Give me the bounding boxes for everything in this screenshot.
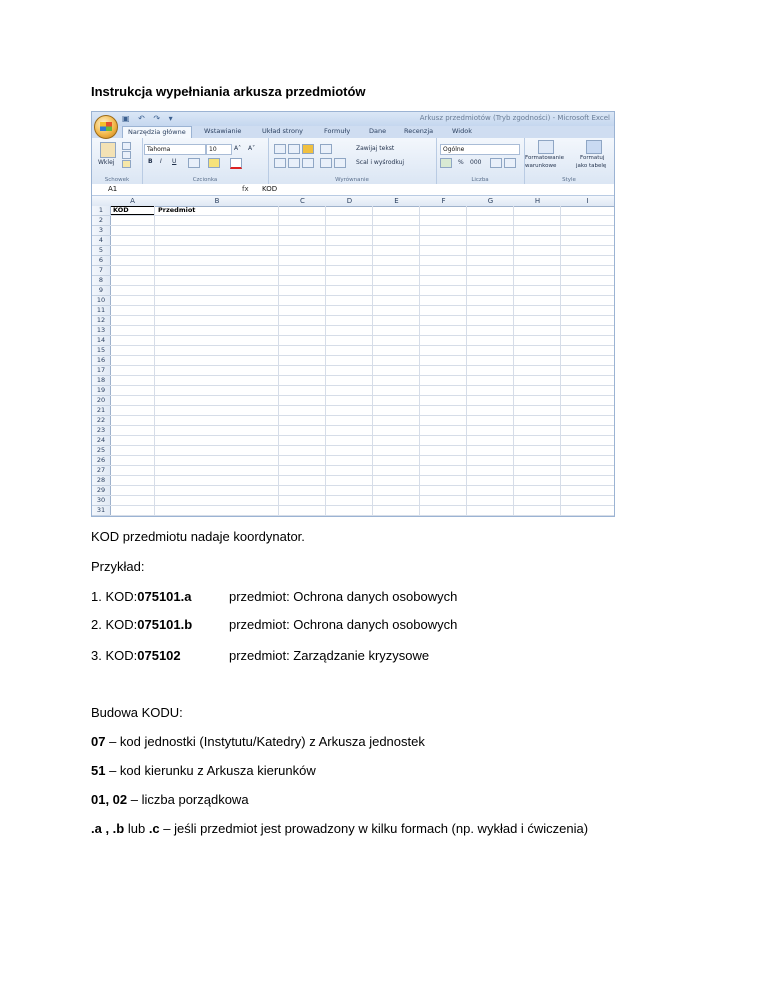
tab-home[interactable]: Narzędzia główne [122,126,192,138]
currency-icon[interactable] [440,158,452,168]
underline-button[interactable]: U [172,158,177,165]
shrink-font-button[interactable]: A˅ [248,145,256,152]
number-group [436,138,525,184]
example-2-code: 075101.b [137,617,193,632]
font-group-label: Czcionka [192,177,218,183]
structure-line-1 [91,734,425,749]
row-gridline [110,495,614,496]
tab-insert[interactable]: Wstawianie [204,127,242,135]
column-gridline [154,206,155,516]
example-2 [91,617,192,632]
merge-center-button[interactable]: Scal i wyśrodkuj [356,159,405,166]
conditional-formatting-icon[interactable] [538,140,554,154]
row-gridline [110,425,614,426]
column-header-a[interactable]: A [110,196,156,207]
excel-title-bar [92,112,614,126]
row-header[interactable]: 26 [92,456,111,466]
row-gridline [110,345,614,346]
paste-icon[interactable] [100,142,116,158]
row-header[interactable]: 30 [92,496,111,506]
example-3-code: 075102 [137,648,181,663]
font-name-select[interactable]: Tahoma [144,144,206,155]
column-header-c[interactable]: C [279,196,327,207]
format-as-table-label-2[interactable]: jako tabelę [576,163,607,169]
column-gridline [466,206,467,516]
align-right-icon[interactable] [302,158,314,168]
cut-icon[interactable] [122,142,131,150]
row-gridline [110,305,614,306]
column-header-d[interactable]: D [326,196,374,207]
row-gridline [110,485,614,486]
column-gridline [419,206,420,516]
styles-group [524,138,614,184]
active-cell-selection [110,206,155,215]
grow-font-button[interactable]: A˄ [234,145,242,152]
row-gridline [110,325,614,326]
align-top-icon[interactable] [274,144,286,154]
align-bottom-icon[interactable] [302,144,314,154]
styles-group-label: Style [562,177,576,183]
row-gridline [110,435,614,436]
column-header-e[interactable]: E [373,196,421,207]
structure-4-mid: lub [124,821,149,836]
example-1-subject: przedmiot: Ochrona danych osobowych [229,589,458,604]
formula-bar [92,184,614,196]
example-1 [91,589,191,604]
column-gridline [560,206,561,516]
decrease-decimal-icon[interactable] [504,158,516,168]
align-center-icon[interactable] [288,158,300,168]
row-header[interactable]: 3 [92,226,111,236]
row-gridline [110,215,614,216]
row-header[interactable]: 11 [92,306,111,316]
column-gridline [513,206,514,516]
row-gridline [110,405,614,406]
structure-4-desc: – jeśli przedmiot jest prowadzony w kilku formach (np. wykład i ćwiczenia) [159,821,589,836]
row-gridline [110,465,614,466]
row-header[interactable]: 28 [92,476,111,486]
font-size-select[interactable]: 10 [206,144,232,155]
quick-access-toolbar[interactable]: ▣ ↶ ↷ ▾ [122,114,176,123]
row-header[interactable]: 21 [92,406,111,416]
format-as-table-icon[interactable] [586,140,602,154]
example-2-subject: przedmiot: Ochrona danych osobowych [229,617,458,632]
column-gridline [325,206,326,516]
example-2-prefix: 2. KOD: [91,617,138,632]
orientation-icon[interactable] [320,144,332,154]
row-header[interactable]: 13 [92,326,111,336]
row-header[interactable]: 20 [92,396,111,406]
tab-review[interactable]: Recenzja [404,127,434,135]
column-gridline [372,206,373,516]
row-header[interactable]: 4 [92,236,111,246]
structure-2-desc: – kod kierunku z Arkusza kierunków [105,763,316,778]
row-gridline [110,225,614,226]
row-header[interactable]: 23 [92,426,111,436]
example-3 [91,648,181,663]
column-header-b[interactable]: B [155,196,280,207]
row-gridline [110,475,614,476]
document-title: Instrukcja wypełniania arkusza przedmiotów [91,84,366,99]
font-group [142,138,269,184]
structure-3-code: 01, 02 [91,792,128,807]
fill-color-icon[interactable] [208,158,220,168]
row-gridline [110,335,614,336]
borders-icon[interactable] [188,158,200,168]
example-1-prefix: 1. KOD: [91,589,138,604]
tab-view[interactable]: Widok [452,127,472,135]
row-header[interactable]: 15 [92,346,111,356]
row-header[interactable]: 25 [92,446,111,456]
structure-1-desc: – kod jednostki (Instytutu/Katedry) z Arkusza jednostek [105,734,425,749]
thousands-button[interactable]: 000 [470,159,482,166]
row-gridline [110,505,614,506]
column-header-g[interactable]: G [467,196,515,207]
bold-button[interactable]: B [148,158,153,165]
office-button-icon[interactable] [94,115,118,139]
insert-function-icon[interactable]: fx [242,185,249,193]
alignment-group-label: Wyrównanie [335,177,369,183]
format-painter-icon[interactable] [122,160,131,168]
row-header[interactable]: 7 [92,266,111,276]
structure-label: Budowa KODU: [91,705,183,720]
align-middle-icon[interactable] [288,144,300,154]
row-header[interactable]: 9 [92,286,111,296]
align-left-icon[interactable] [274,158,286,168]
font-color-icon[interactable] [230,158,242,169]
example-label: Przykład: [91,559,145,574]
column-header-i[interactable]: I [561,196,615,207]
row-gridline [110,295,614,296]
formula-input[interactable]: KOD [262,185,278,193]
row-header[interactable]: 1 [92,206,111,216]
excel-window-title: Arkusz przedmiotów (Tryb zgodności) - Microsoft Excel [419,114,610,122]
row-gridline [110,285,614,286]
copy-icon[interactable] [122,151,131,159]
row-gridline [110,515,614,516]
row-header[interactable]: 27 [92,466,111,476]
row-header[interactable]: 2 [92,216,111,226]
wrap-text-button[interactable]: Zawijaj tekst [356,145,395,152]
row-header[interactable]: 5 [92,246,111,256]
row-header[interactable]: 17 [92,366,111,376]
example-3-prefix: 3. KOD: [91,648,138,663]
row-gridline [110,235,614,236]
paste-button[interactable]: Wklej [98,159,115,166]
alignment-group [268,138,437,184]
structure-4-code2: .c [148,821,160,836]
number-format-select[interactable]: Ogólne [440,144,520,155]
tab-page-layout[interactable]: Układ strony [262,127,303,135]
row-gridline [110,395,614,396]
column-gridline [278,206,279,516]
row-gridline [110,375,614,376]
row-header[interactable]: 14 [92,336,111,346]
row-gridline [110,445,614,446]
structure-line-3 [91,792,249,807]
ribbon [92,138,614,185]
row-header[interactable]: 16 [92,356,111,366]
decrease-indent-icon[interactable] [320,158,332,168]
tab-data[interactable]: Dane [369,127,387,135]
tab-formulas[interactable]: Formuły [324,127,351,135]
clipboard-group-label: Schowek [104,177,130,183]
row-header[interactable]: 24 [92,436,111,446]
row-gridline [110,255,614,256]
percent-button[interactable]: % [458,159,464,166]
clipboard-group [92,138,143,184]
row-gridline [110,415,614,416]
row-header[interactable]: 19 [92,386,111,396]
number-group-label: Liczba [471,177,489,183]
row-gridline [110,385,614,386]
structure-1-code: 07 [91,734,106,749]
row-header[interactable]: 12 [92,316,111,326]
row-gridline [110,275,614,276]
row-gridline [110,355,614,356]
structure-3-desc: – liczba porządkowa [127,792,249,807]
row-gridline [110,455,614,456]
structure-line-4 [91,821,588,836]
increase-indent-icon[interactable] [334,158,346,168]
cell-b1[interactable]: Przedmiot [158,206,196,214]
excel-screenshot [91,111,615,517]
row-gridline [110,365,614,366]
row-header[interactable]: 22 [92,416,111,426]
row-header[interactable]: 31 [92,506,111,516]
increase-decimal-icon[interactable] [490,158,502,168]
row-header[interactable]: 8 [92,276,111,286]
structure-2-code: 51 [91,763,106,778]
row-header[interactable]: 18 [92,376,111,386]
italic-button[interactable]: I [160,158,162,165]
row-gridline [110,265,614,266]
column-header-f[interactable]: F [420,196,468,207]
row-header[interactable]: 29 [92,486,111,496]
name-box[interactable]: A1 [108,185,118,193]
column-header-h[interactable]: H [514,196,562,207]
row-header[interactable]: 10 [92,296,111,306]
row-header[interactable]: 6 [92,256,111,266]
cell-a1[interactable]: KOD [113,206,129,214]
row-gridline [110,315,614,316]
structure-4-code: .a , .b [91,821,125,836]
row-gridline [110,245,614,246]
ribbon-tabs [92,126,614,138]
conditional-formatting-label-2[interactable]: warunkowe [525,163,557,169]
example-3-subject: przedmiot: Zarządzanie kryzysowe [229,648,430,663]
structure-line-2 [91,763,316,778]
intro-text: KOD przedmiotu nadaje koordynator. [91,529,305,544]
format-as-table-label-1[interactable]: Formatuj [580,155,605,161]
example-1-code: 075101.a [137,589,192,604]
conditional-formatting-label-1[interactable]: Formatowanie [525,155,565,161]
